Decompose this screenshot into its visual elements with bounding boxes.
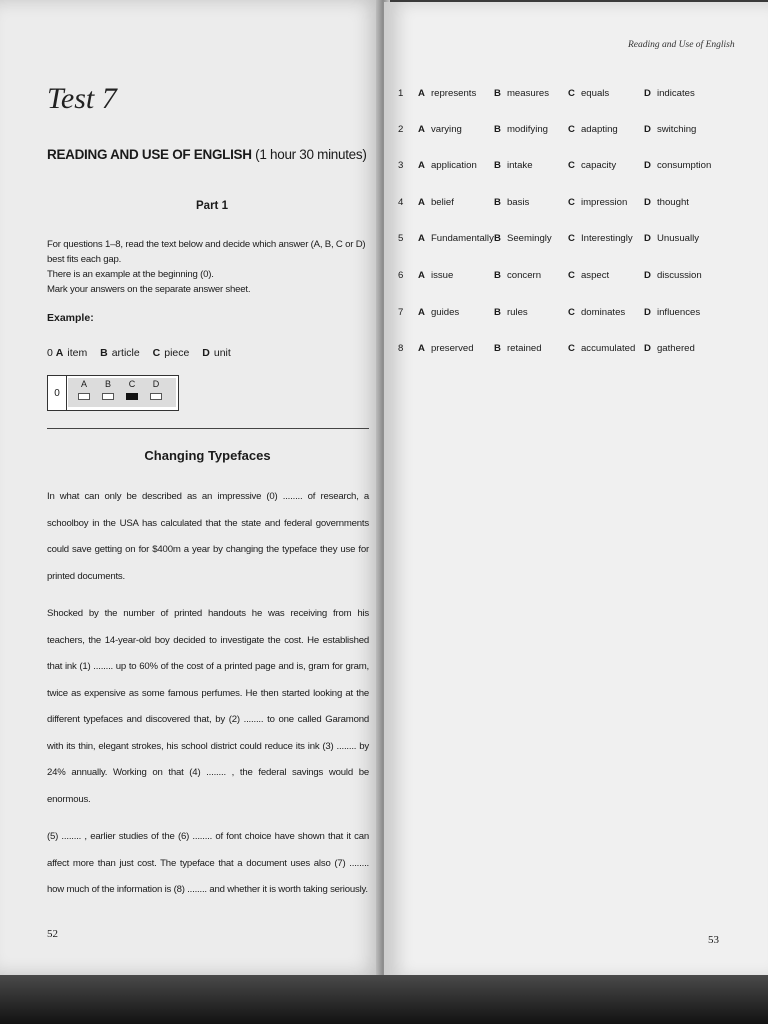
instructions xyxy=(47,237,372,297)
question-number: 8 xyxy=(398,343,404,354)
question-row xyxy=(398,197,763,213)
question-row xyxy=(398,124,763,140)
answer-box-filled xyxy=(126,393,138,400)
question-number: 5 xyxy=(398,233,404,244)
question-number: 7 xyxy=(398,307,404,318)
option-a: A application xyxy=(418,160,477,171)
question-row xyxy=(398,307,763,323)
example-option: D unit xyxy=(202,347,231,359)
question-number: 1 xyxy=(398,88,404,99)
option-d: D Unusually xyxy=(644,233,700,244)
page-number-right: 53 xyxy=(708,934,719,946)
answer-box xyxy=(150,393,162,400)
example-option: C piece xyxy=(152,347,190,359)
option-a: A issue xyxy=(418,270,454,281)
question-number: 4 xyxy=(398,197,404,208)
section-heading xyxy=(47,147,367,162)
left-page xyxy=(0,0,382,975)
part-label: Part 1 xyxy=(196,200,228,212)
running-head: Reading and Use of English xyxy=(628,40,735,50)
question-row xyxy=(398,343,763,359)
grid-options xyxy=(68,378,176,407)
instruction-line: There is an example at the beginning (0). xyxy=(47,269,214,280)
option-c: C capacity xyxy=(568,160,617,171)
option-d: D influences xyxy=(644,307,701,318)
option-a: A represents xyxy=(418,88,477,99)
divider xyxy=(47,428,369,429)
option-c: C adapting xyxy=(568,124,618,135)
scan-shadow xyxy=(0,975,768,1024)
test-title: Test 7 xyxy=(47,82,117,115)
question-number: 2 xyxy=(398,124,404,135)
article-text xyxy=(47,484,369,915)
option-c: C Interestingly xyxy=(568,233,633,244)
question-row xyxy=(398,233,763,249)
article-paragraph: In what can only be described as an impressive (0) ........ of research, a schoolboy in the USA has calculated that the state and federal governments could save getting on for $400m a year by changing the typeface they use for printed documents. xyxy=(47,491,369,582)
section-duration: (1 hour 30 minutes) xyxy=(255,147,367,162)
example-number: 0 xyxy=(47,347,53,359)
grid-number: 0 xyxy=(48,376,67,410)
question-row xyxy=(398,270,763,286)
option-c: C impression xyxy=(568,197,628,208)
grid-cell-a: A xyxy=(74,379,94,400)
option-a: A varying xyxy=(418,124,462,135)
option-b: B concern xyxy=(494,270,542,281)
option-b: B measures xyxy=(494,88,550,99)
option-d: D gathered xyxy=(644,343,695,354)
article-paragraph: (5) ........ , earlier studies of the (6) ........ of font choice have shown that it can affect more than just cost. The typeface that a document uses also (7) ........ how much of the information is (8) ........ and whether it is worth taking seriously. xyxy=(47,831,369,895)
option-d: D consumption xyxy=(644,160,712,171)
option-b: B retained xyxy=(494,343,542,354)
option-c: C equals xyxy=(568,88,610,99)
option-b: B rules xyxy=(494,307,528,318)
example-option: B article xyxy=(100,347,140,359)
example-answer-grid xyxy=(47,375,179,411)
option-c: C accumulated xyxy=(568,343,636,354)
grid-cell-b: B xyxy=(98,379,118,400)
option-d: D indicates xyxy=(644,88,695,99)
example-option: A item xyxy=(55,347,88,359)
question-number: 3 xyxy=(398,160,404,171)
option-a: A belief xyxy=(418,197,454,208)
instruction-line: For questions 1–8, read the text below and decide which answer (A, B, C or D) best fits each gap. xyxy=(47,239,366,265)
option-b: B modifying xyxy=(494,124,548,135)
option-a: A preserved xyxy=(418,343,474,354)
page-number-left: 52 xyxy=(47,928,58,940)
instruction-line: Mark your answers on the separate answer sheet. xyxy=(47,284,251,295)
example-options xyxy=(47,347,241,359)
question-number: 6 xyxy=(398,270,404,281)
article-title: Changing Typefaces xyxy=(144,448,271,463)
option-d: D discussion xyxy=(644,270,702,281)
option-c: C dominates xyxy=(568,307,626,318)
example-label: Example: xyxy=(47,312,94,324)
answer-box xyxy=(102,393,114,400)
option-d: D thought xyxy=(644,197,689,208)
option-d: D switching xyxy=(644,124,697,135)
right-page xyxy=(384,2,768,978)
article-paragraph: Shocked by the number of printed handouts he was receiving from his teachers, the 14-year-old boy decided to investigate the cost. He established that ink (1) ........ up to 60% of the cost of a printed page and is, gram for gram, twice as expensive as some famous perfumes. He then started looking at the different typefaces and discovered that, by (2) ........ to one called Garamond with its thin, elegant strokes, his school district could reduce its ink (3) ........ by 24% annually. Working on that (4) ........ , the federal savings would be enormous. xyxy=(47,608,369,805)
question-row xyxy=(398,160,763,176)
grid-cell-d: D xyxy=(146,379,166,400)
answer-box xyxy=(78,393,90,400)
question-row xyxy=(398,88,763,104)
grid-cell-c: C xyxy=(122,379,142,400)
option-b: B basis xyxy=(494,197,530,208)
option-c: C aspect xyxy=(568,270,610,281)
option-a: A guides xyxy=(418,307,460,318)
section-title: READING AND USE OF ENGLISH xyxy=(47,147,252,162)
option-a: A Fundamentally xyxy=(418,233,494,244)
option-b: B intake xyxy=(494,160,533,171)
option-b: B Seemingly xyxy=(494,233,552,244)
